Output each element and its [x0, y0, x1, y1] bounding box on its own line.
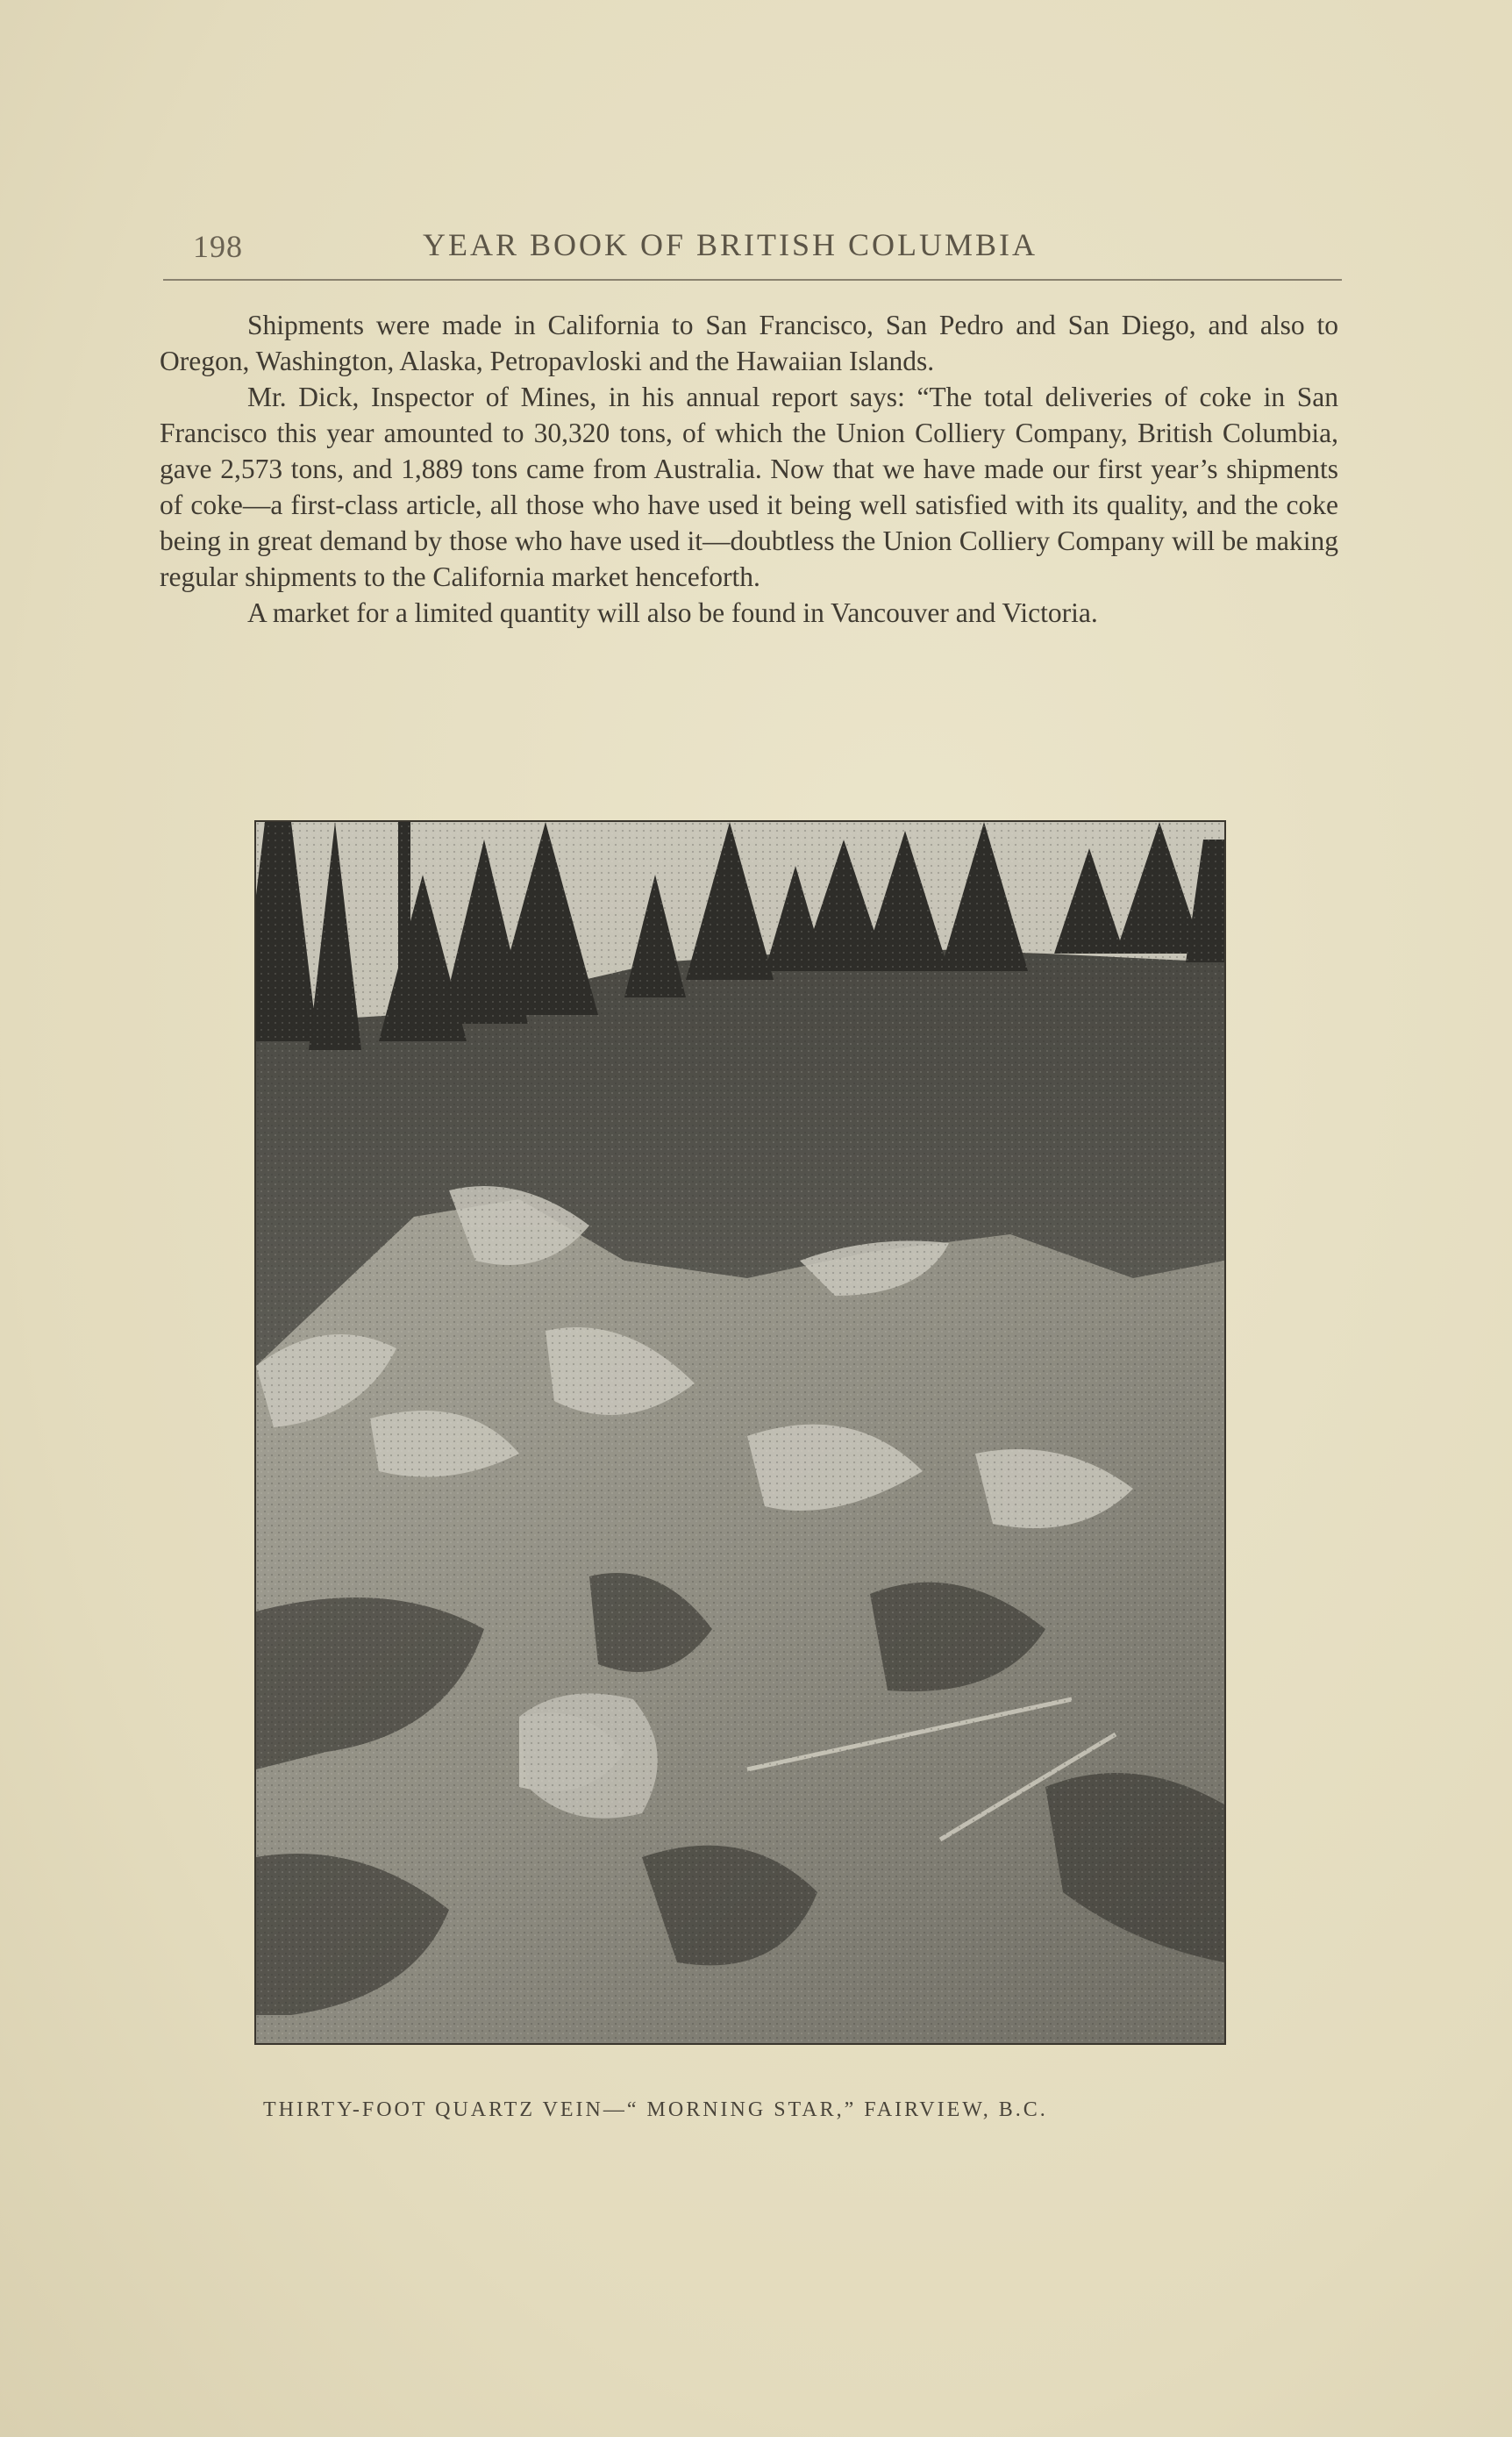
body-text: [160, 307, 1338, 631]
paragraph-shipments: Shipments were made in California to San Francisco, San Pedro and San Diego, and also to Oregon, Washington, Alaska, Petropavloski and the Hawaiian Islands.: [160, 310, 1338, 376]
page-number: 198: [193, 229, 243, 264]
paragraph-local-market: A market for a limited quantity will also be found in Vancouver and Victoria.: [247, 597, 1098, 628]
photo-caption: THIRTY-FOOT QUARTZ VEIN—“ MORNING STAR,” FAIRVIEW, B.C.: [263, 2098, 1048, 2121]
paragraph-inspector-report: Mr. Dick, Inspector of Mines, in his annual report says: “The total deliveries of coke in San Francisco this year amounted to 30,320 tons, of which the Union Colliery Company, British Columbia, gave 2,573 tons, and 1,889 tons came from Australia. Now that we have made our first year’s shipments of coke—a first-class article, all those who have used it being well satisfied with its quality, and the coke being in great demand by those who have used it—doubtless the Union Colliery Company will be making regular shipments to the California market henceforth.: [160, 382, 1338, 592]
quartz-vein-photograph: [254, 820, 1226, 2045]
running-head: YEAR BOOK OF BRITISH COLUMBIA: [423, 227, 1038, 262]
page-header: [160, 221, 1344, 274]
header-rule: [163, 279, 1342, 281]
